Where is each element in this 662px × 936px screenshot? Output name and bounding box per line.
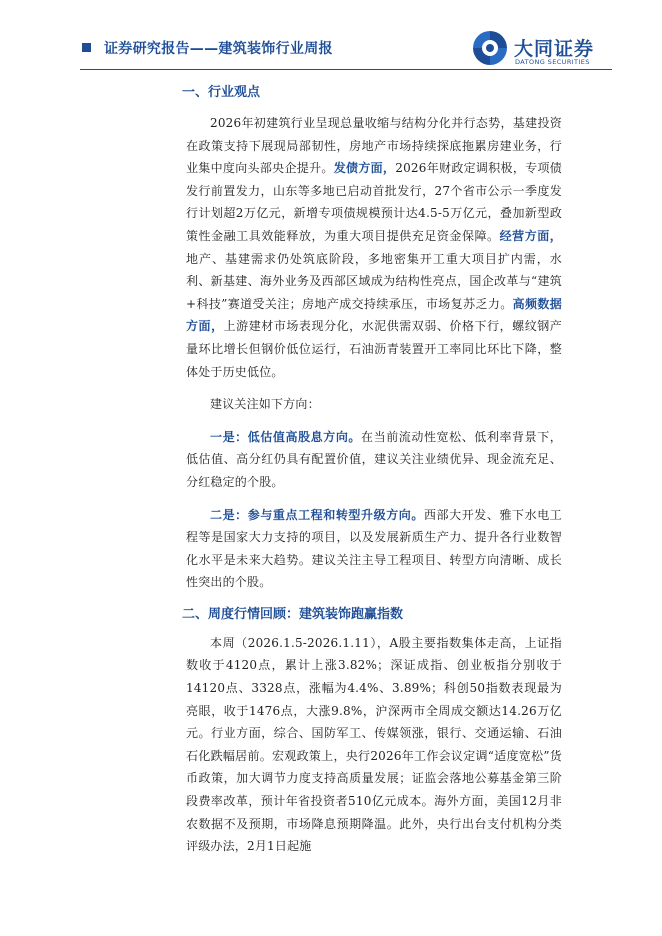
text-span: 地产、基建需求仍处筑底阶段，多地密集开工重大项目扩内需，水利、新基建、海外业务及西部区域成为结构性亮点，国企改革与“建筑+科技”赛道受关注；房地产成交持续承压，市场复苏乏力。 xyxy=(186,251,562,311)
section-title-industry-view: 一、行业观点 xyxy=(182,85,261,100)
page-header xyxy=(0,0,662,72)
logo-name: 大同证券 xyxy=(514,38,595,60)
keyword-direction-two: 二是：参与重点工程和转型升级方向。 xyxy=(210,507,424,522)
text-span: 西部大开发、雅下水电工程等是国家大力支持的项目，以及发展新质生产力、提升各行业数智化水平是未来大趋势。建议关注主导工程项目、转型方向清晰、成长性突出的个股。 xyxy=(186,507,563,590)
paragraph-direction-one xyxy=(186,426,562,494)
keyword-direction-one: 一是：低估值高股息方向。 xyxy=(210,429,362,444)
keyword-high-frequency-data: 高频数据方面， xyxy=(186,296,563,334)
report-title: 证券研究报告——建筑装饰行业周报 xyxy=(104,41,333,57)
report-body xyxy=(182,82,563,868)
keyword-operations: 经营方面， xyxy=(499,228,562,243)
logo-mark-icon xyxy=(470,28,510,68)
paragraph-industry-overview xyxy=(186,112,562,383)
paragraph-direction-two xyxy=(186,504,562,594)
header-divider xyxy=(80,69,612,70)
logo-english-name: DATONG SECURITIES xyxy=(515,58,590,66)
text-span: 2026年财政定调积极，专项债发行前置发力，山东等多地已启动首批发行，27个省市公示一季度发行计划超2万亿元，新增专项债规模预计达4.5-5万亿元，叠加新型政策性金融工具效能释放，为重大项目提供充足资金保障。 xyxy=(186,161,562,243)
section-title-weekly-review: 二、周度行情回顾：建筑装饰跑赢指数 xyxy=(182,606,404,622)
text-span: 上游建材市场表现分化，水泥供需双弱、价格下行，螺纹钢产量环比增长但钢价低位运行，石油沥青装置开工率同比环比下降，整体处于历史低位。 xyxy=(186,319,562,379)
paragraph-weekly-market: 本周（2026.1.5-2026.1.11），A股主要指数集体走高，上证指数收于4120点，累计上涨3.82%；深证成指、创业板指分别收于14120点、3328点，涨幅为4.4%、3.89%；科创50指数表现最为亮眼，收于1476点，大涨9.8%，沪深两市全周成交额达14.26万亿元。行业方面，综合、国防军工、传媒领涨，银行、交通运输、石油石化跌幅居前。宏观政策上，央行2026年工作会议定调“适度宽松”货币政策，加大调节力度支持高质量发展；证监会落地公募基金第三阶段费率改革，预计年省投资者510亿元成本。海外方面，美国12月非农数据不及预期，市场降息预期降温。此外，央行出台支付机构分类评级办法，2月1日起施 xyxy=(186,635,562,854)
text-span: 在当前流动性宽松、低利率背景下，低估值、高分红仍具有配置价值，建议关注业绩优异、现金流充足、分红稳定的个股。 xyxy=(186,429,563,489)
keyword-bond-issuance: 发债方面， xyxy=(333,161,396,176)
company-logo xyxy=(470,28,600,68)
paragraph-suggestion-intro: 建议关注如下方向： xyxy=(210,397,320,412)
text-span: 2026年初建筑行业呈现总量收缩与结构分化并行态势，基建投资在政策支持下展现局部韧性，房地产市场持续探底拖累房建业务，行业集中度向头部央企提升。 xyxy=(186,116,562,176)
header-square-icon xyxy=(82,43,91,52)
